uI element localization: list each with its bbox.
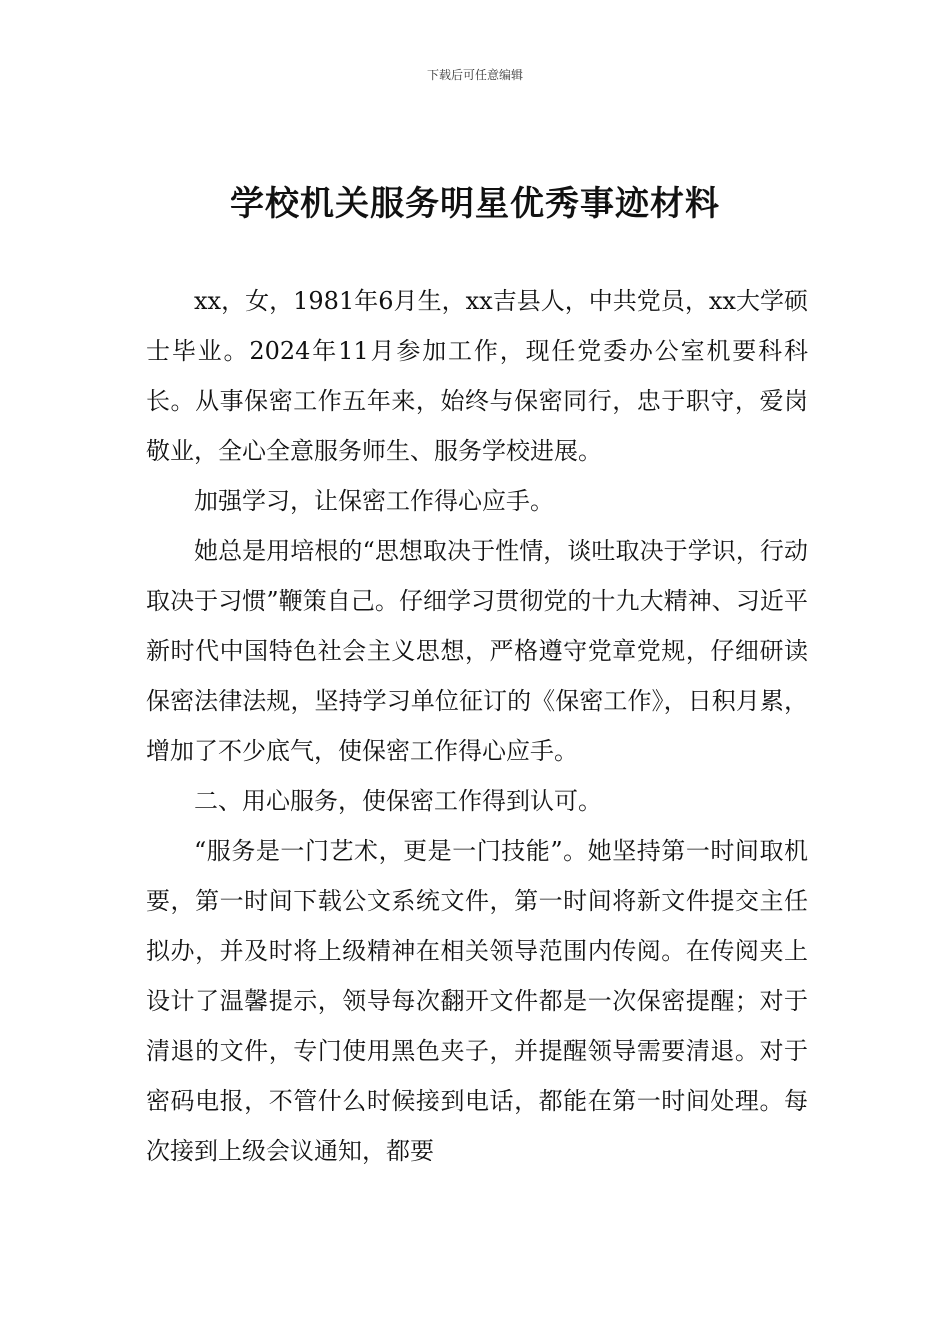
document-body [146, 276, 808, 1176]
paragraph-study: 她总是用培根的“思想取决于性情，谈吐取决于学识，行动取决于习惯”鞭策自己。仔细学习贯彻党的十九大精神、习近平新时代中国特色社会主义思想，严格遵守党章党规，仔细研读保密法律法规，坚持学习单位征订的《保密工作》，日积月累，增加了不少底气，使保密工作得心应手。 [146, 537, 808, 765]
paragraph-service: “服务是一门艺术，更是一门技能”。她坚持第一时间取机要，第一时间下载公文系统文件，第一时间将新文件提交主任拟办，并及时将上级精神在相关领导范围内传阅。在传阅夹上设计了温馨提示，领导每次翻开文件都是一次保密提醒；对于清退的文件，专门使用黑色夹子，并提醒领导需要清退。对于密码电报，不管什么时候接到电话，都能在第一时间处理。每次接到上级会议通知，都要 [146, 837, 808, 1165]
paragraph-intro: xx，女，1981年6月生，xx吉县人，中共党员，xx大学硕士毕业。2024年11月参加工作，现任党委办公室机要科科长。从事保密工作五年来，始终与保密同行，忠于职守，爱岗敬业，全心全意服务师生、服务学校进展。 [146, 287, 808, 465]
header-note: 下载后可任意编辑 [426, 68, 523, 82]
document-title: 学校机关服务明星优秀事迹材料 [230, 184, 720, 224]
section-heading-study: 加强学习，让保密工作得心应手。 [194, 487, 554, 515]
section-heading-service: 二、用心服务，使保密工作得到认可。 [194, 787, 602, 815]
